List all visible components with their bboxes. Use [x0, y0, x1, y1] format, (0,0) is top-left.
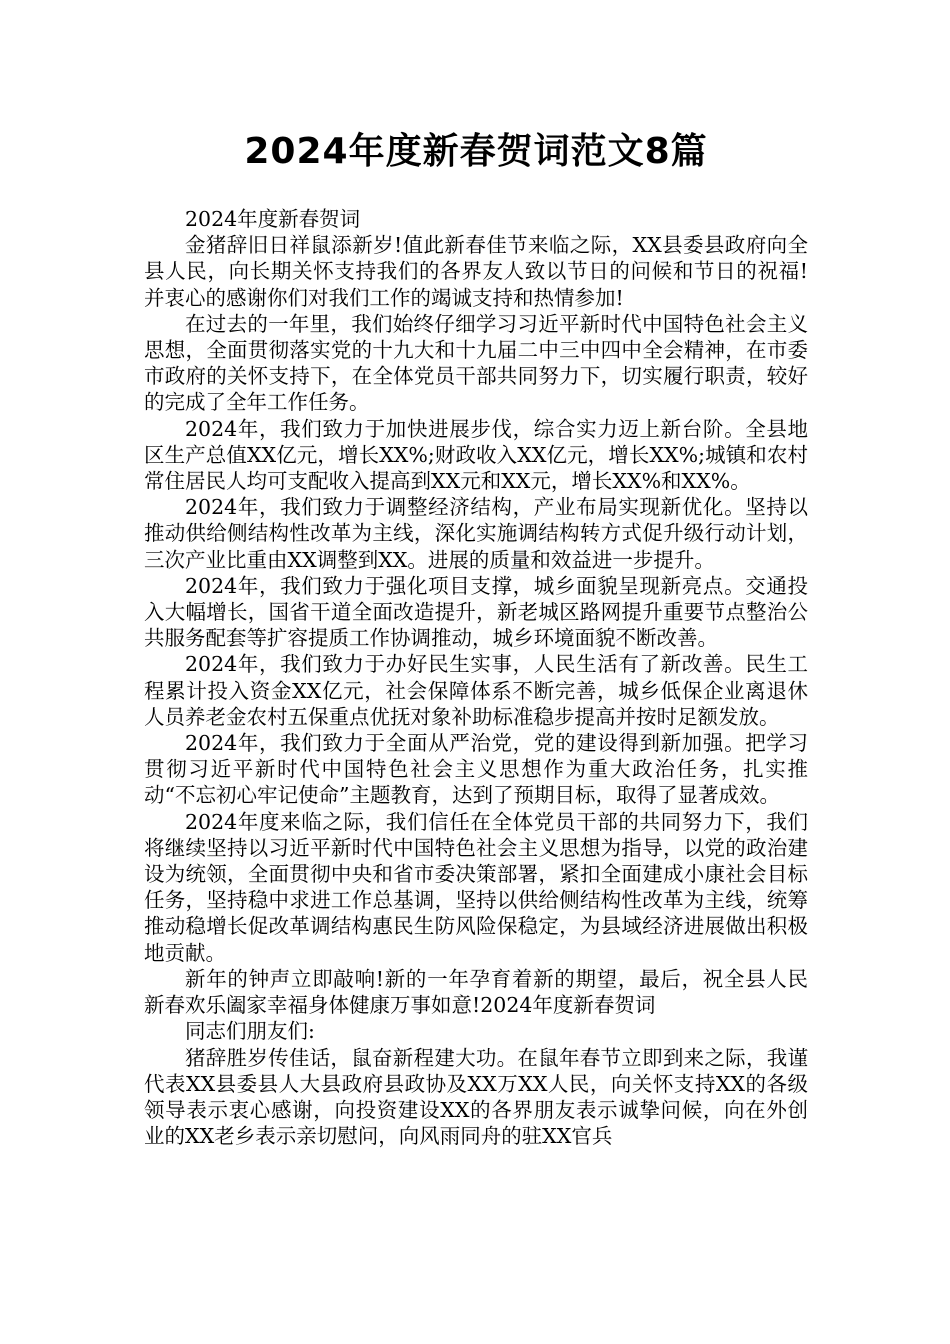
paragraph: 同志们朋友们:	[185, 1019, 315, 1044]
paragraph: 2024年，我们致力于加快进展步伐，综合实力迈上新台阶。全县地区生产总值XX亿元，增长XX%;财政收入XX亿元，增长XX%;城镇和农村常住居民人均可支配收入提高到XX元和XX元，增长XX%和XX%。	[144, 416, 808, 494]
paragraph: 2024年，我们致力于调整经济结构，产业布局实现新优化。坚持以推动供给侧结构性改革为主线，深化实施调结构转方式促升级行动计划，三次产业比重由XX调整到XX。进展的质量和效益进一步提升。	[144, 495, 808, 572]
paragraph: 金猪辞旧日祥鼠添新岁!值此新春佳节来临之际，XX县委县政府向全县人民，向长期关怀支持我们的各界友人致以节日的问候和节日的祝福!并衷心的感谢你们对我们工作的竭诚支持和热情参加!	[144, 233, 808, 310]
paragraph: 2024年，我们致力于办好民生实事，人民生活有了新改善。民生工程累计投入资金XX亿元，社会保障体系不断完善，城乡低保企业离退休人员养老金农村五保重点优抚对象补助标准稳步提高并按时足额发放。	[144, 652, 808, 729]
paragraph: 2024年，我们致力于强化项目支撑，城乡面貌呈现新亮点。交通投入大幅增长，国省干道全面改造提升，新老城区路网提升重要节点整治公共服务配套等扩容提质工作协调推动，城乡环境面貌不断改善。	[144, 573, 808, 651]
paragraph: 在过去的一年里，我们始终仔细学习习近平新时代中国特色社会主义思想，全面贯彻落实党的十九大和十九届二中三中四中全会精神，在市委市政府的关怀支持下，在全体党员干部共同努力下，切实履行职责，较好的完成了全年工作任务。	[144, 311, 808, 415]
paragraph: 2024年度新春贺词	[185, 207, 361, 231]
paragraph: 猪辞胜岁传佳话，鼠奋新程建大功。在鼠年春节立即到来之际，我谨代表XX县委县人大县政府县政协及XX万XX人民，向关怀支持XX的各级领导表示衷心感谢，向投资建设XX的各界朋友表示诚挚问候，向在外创业的XX老乡表示亲切慰问，向风雨同舟的驻XX官兵	[144, 1045, 808, 1149]
paragraph: 2024年，我们致力于全面从严治党，党的建设得到新加强。把学习贯彻习近平新时代中国特色社会主义思想作为重大政治任务，扎实推动“不忘初心牢记使命”主题教育，达到了预期目标，取得了显著成效。	[144, 731, 808, 808]
paragraph: 新年的钟声立即敲响!新的一年孕育着新的期望，最后，祝全县人民新春欢乐阖家幸福身体健康万事如意!2024年度新春贺词	[144, 966, 808, 1018]
document-title: 2024年度新春贺词范文8篇	[244, 131, 708, 172]
paragraph: 2024年度来临之际，我们信任在全体党员干部的共同努力下，我们将继续坚持以习近平新时代中国特色社会主义思想为指导，以党的政治建设为统领，全面贯彻中央和省市委决策部署，紧扣全面建成小康社会目标任务，坚持稳中求进工作总基调，坚持以供给侧结构性改革为主线，统筹推动稳增长促改革调结构惠民生防风险保稳定，为县域经济进展做出积极地贡献。	[144, 809, 808, 965]
document-body	[144, 206, 808, 1149]
